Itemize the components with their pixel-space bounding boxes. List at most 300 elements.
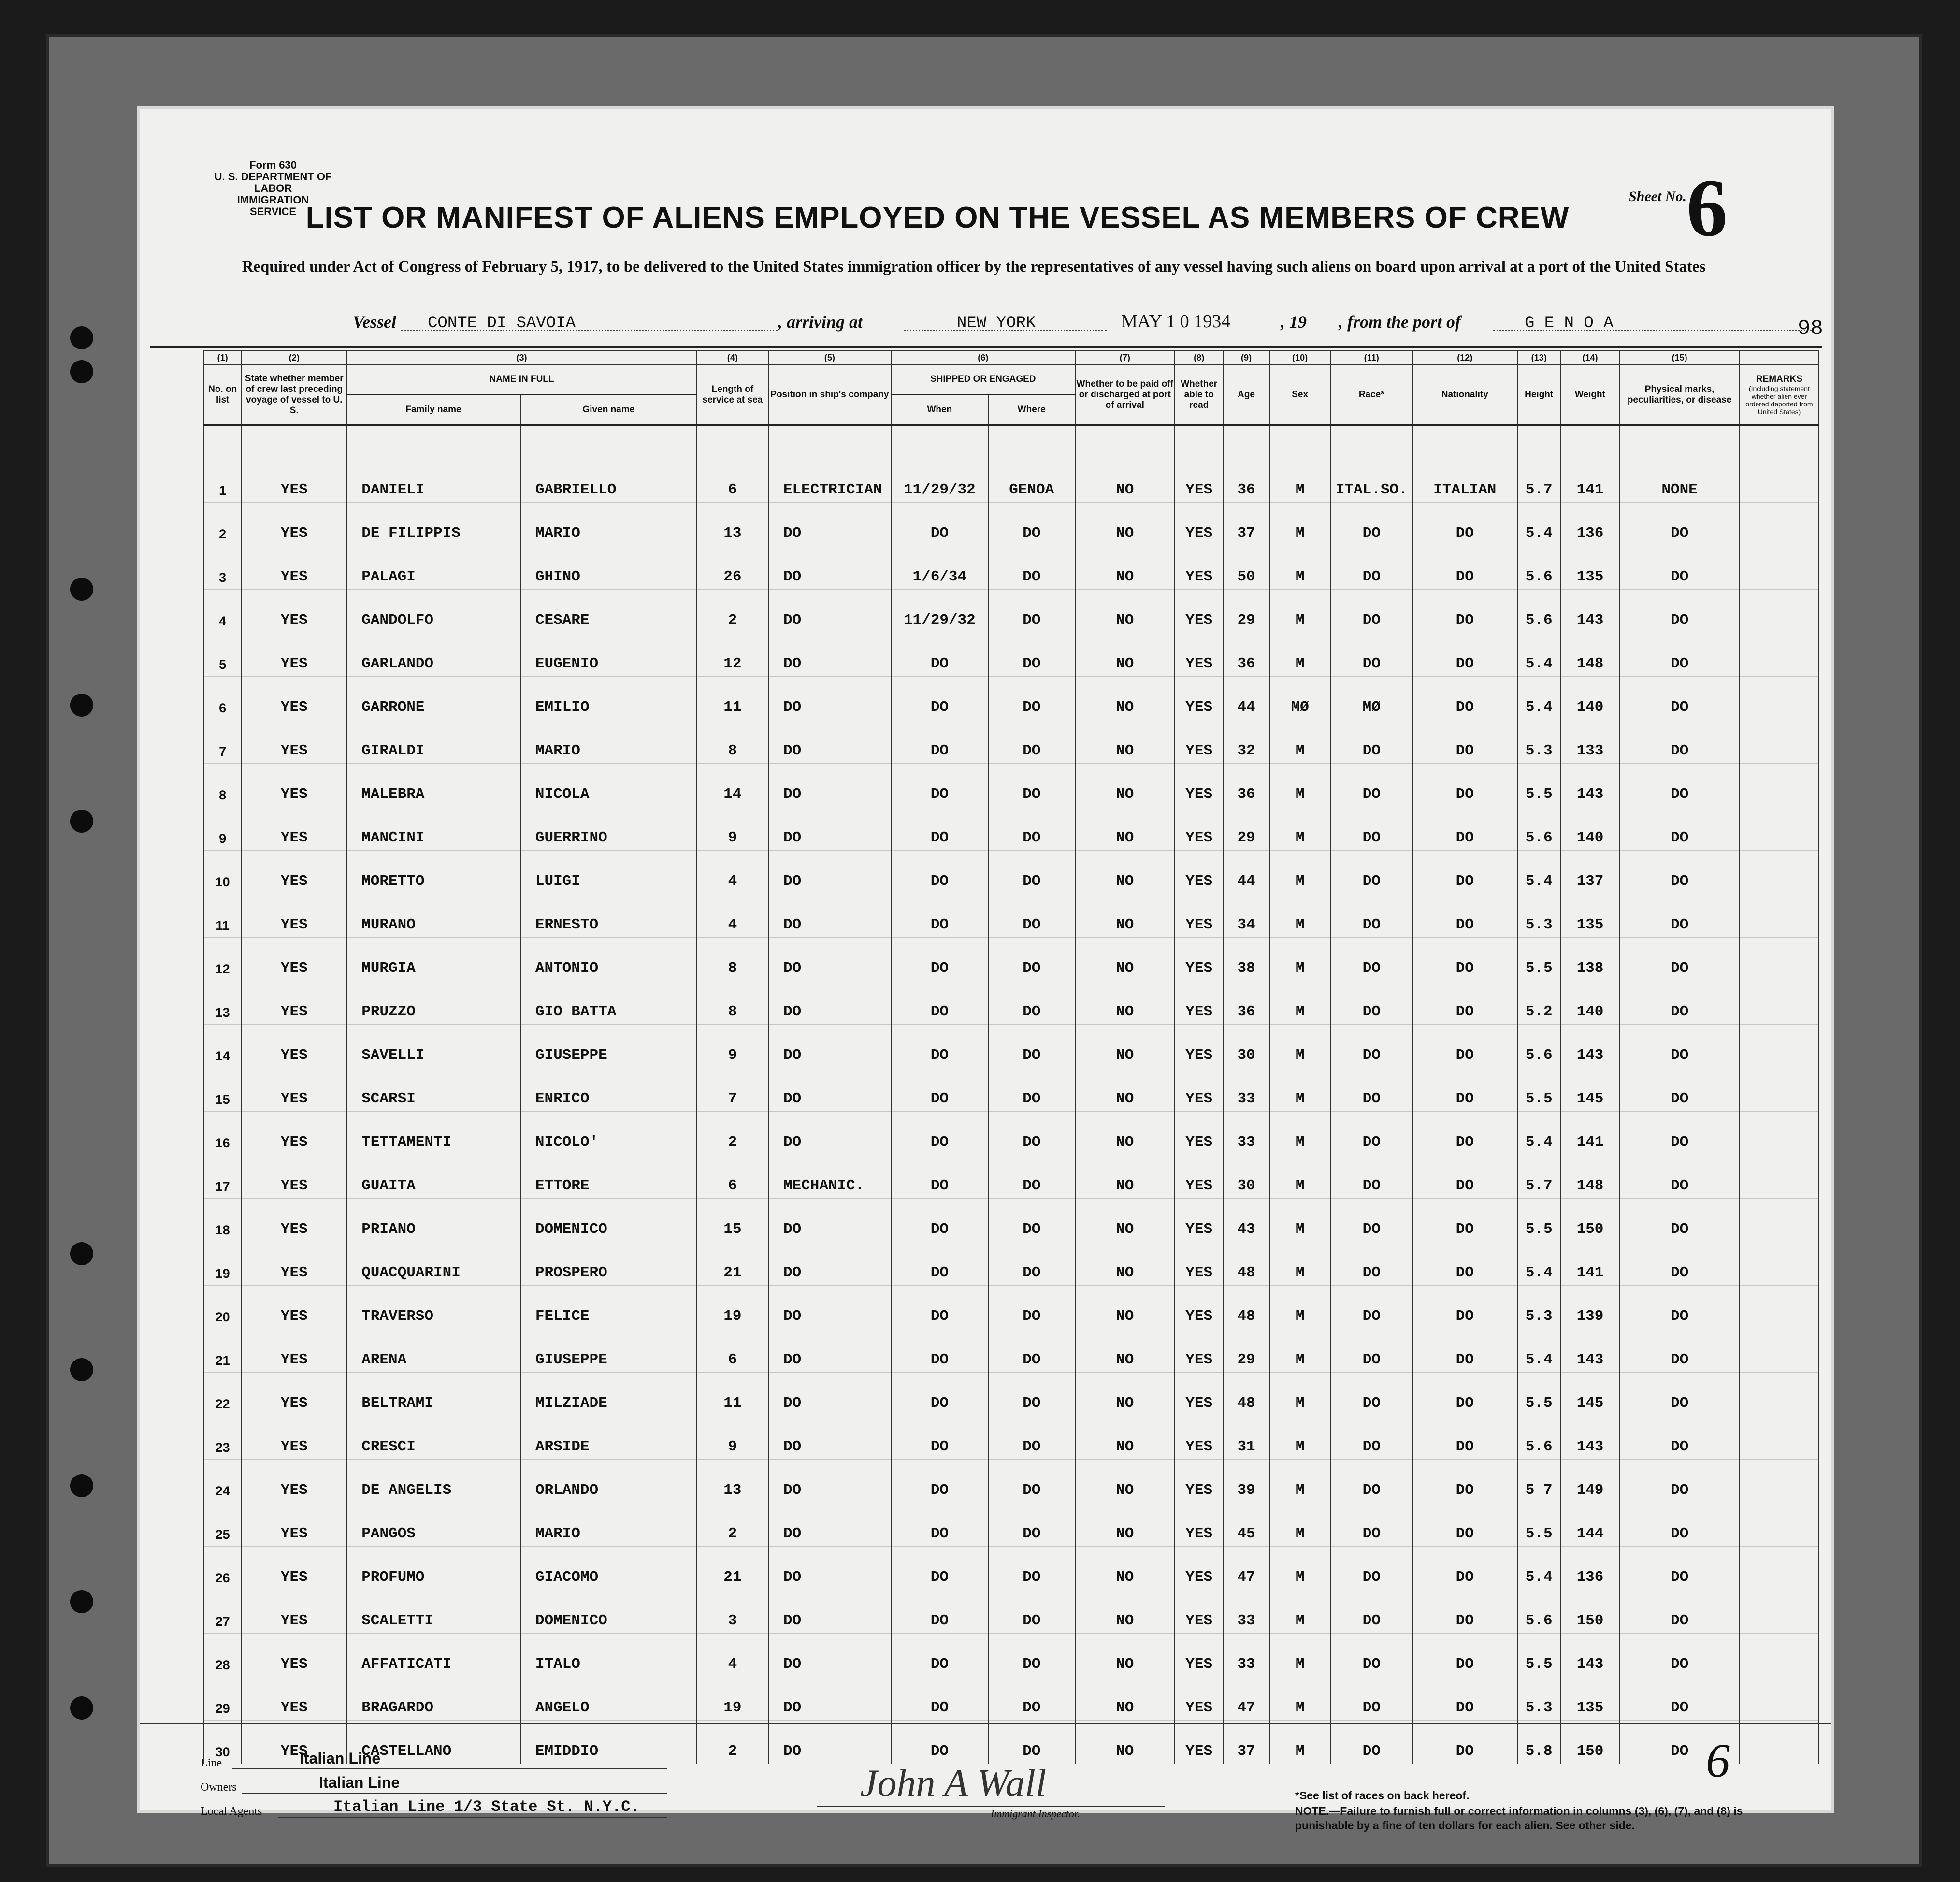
remarks-cell: [1740, 1286, 1819, 1329]
nationality-cell: DO: [1412, 1242, 1517, 1286]
service: IMMIGRATION SERVICE: [237, 194, 309, 217]
position-cell: DO: [768, 1286, 891, 1329]
able-to-read-cell: YES: [1175, 1634, 1224, 1677]
physical-marks-cell: DO: [1619, 851, 1740, 894]
nationality-cell: DO: [1412, 894, 1517, 938]
position-cell: DO: [768, 1373, 891, 1416]
height-cell: 5.6: [1517, 1590, 1561, 1634]
paid-off-cell: NO: [1075, 633, 1175, 677]
position-cell: DO: [768, 1677, 891, 1721]
nationality-cell: DO: [1412, 981, 1517, 1025]
position-cell: DO: [768, 1199, 891, 1242]
member-of-crew-cell: YES: [242, 1329, 346, 1373]
sex-cell: M: [1269, 807, 1331, 851]
length-of-service-cell: 14: [697, 764, 768, 807]
paid-off-cell: NO: [1075, 1460, 1175, 1503]
row-number-cell: 16: [203, 1112, 242, 1155]
race-cell: DO: [1331, 851, 1412, 894]
sex-cell: M: [1269, 1503, 1331, 1547]
table-row: [203, 1025, 1819, 1068]
weight-cell: 148: [1561, 1155, 1620, 1199]
header-when: When: [891, 395, 988, 425]
shipped-where-cell: DO: [988, 938, 1075, 981]
sex-cell: M: [1269, 503, 1331, 546]
weight-cell: 141: [1561, 1242, 1620, 1286]
member-of-crew-cell: YES: [242, 459, 346, 503]
length-of-service-cell: 6: [697, 459, 768, 503]
family-name-cell: MURGIA: [346, 938, 520, 981]
shipped-where-cell: DO: [988, 1547, 1075, 1590]
height-cell: 5.4: [1517, 1329, 1561, 1373]
penalty-note: NOTE.—Failure to furnish full or correct information in columns (3), (6), (7), and (8) is punishable by a fine of ten dollars for each alien. See other side.: [1295, 1805, 1743, 1832]
age-cell: 47: [1223, 1547, 1269, 1590]
shipped-where-cell: DO: [988, 807, 1075, 851]
able-to-read-cell: YES: [1175, 764, 1224, 807]
physical-marks-cell: DO: [1619, 1547, 1740, 1590]
height-cell: 5.4: [1517, 1547, 1561, 1590]
weight-cell: 143: [1561, 590, 1620, 633]
header-read: Whether able to read: [1175, 364, 1224, 425]
position-cell: DO: [768, 546, 891, 590]
length-of-service-cell: 15: [697, 1199, 768, 1242]
agents-rule: [278, 1816, 667, 1818]
remarks-cell: [1740, 1068, 1819, 1112]
col-num-1: (1): [203, 351, 242, 364]
remarks-cell: [1740, 1677, 1819, 1721]
from-port-label: , from the port of: [1339, 312, 1461, 332]
punch-hole: [70, 1474, 93, 1497]
paid-off-cell: NO: [1075, 1025, 1175, 1068]
given-name-cell: GUERRINO: [520, 807, 697, 851]
remarks-cell: [1740, 807, 1819, 851]
length-of-service-cell: 13: [697, 1460, 768, 1503]
weight-cell: 143: [1561, 764, 1620, 807]
department: U. S. DEPARTMENT OF LABOR: [214, 171, 332, 194]
row-number-cell: 4: [203, 590, 242, 633]
member-of-crew-cell: YES: [242, 1503, 346, 1547]
sex-cell: M: [1269, 851, 1331, 894]
physical-marks-cell: DO: [1619, 1068, 1740, 1112]
able-to-read-cell: YES: [1175, 1677, 1224, 1721]
age-cell: 37: [1223, 503, 1269, 546]
length-of-service-cell: 3: [697, 1590, 768, 1634]
length-of-service-cell: 19: [697, 1677, 768, 1721]
weight-cell: 136: [1561, 503, 1620, 546]
height-cell: 5.5: [1517, 938, 1561, 981]
race-cell: DO: [1331, 1068, 1412, 1112]
weight-cell: 139: [1561, 1286, 1620, 1329]
family-name-cell: TRAVERSO: [346, 1286, 520, 1329]
remarks-cell: [1740, 1199, 1819, 1242]
age-cell: 30: [1223, 1025, 1269, 1068]
sex-cell: M: [1269, 546, 1331, 590]
race-cell: DO: [1331, 1199, 1412, 1242]
row-number-cell: 7: [203, 720, 242, 764]
nationality-cell: DO: [1412, 1503, 1517, 1547]
age-cell: 34: [1223, 894, 1269, 938]
sex-cell: M: [1269, 894, 1331, 938]
position-cell: DO: [768, 677, 891, 720]
paid-off-cell: NO: [1075, 546, 1175, 590]
physical-marks-cell: DO: [1619, 677, 1740, 720]
position-cell: DO: [768, 1068, 891, 1112]
weight-cell: 143: [1561, 1634, 1620, 1677]
nationality-cell: DO: [1412, 1416, 1517, 1460]
nationality-cell: DO: [1412, 1155, 1517, 1199]
nationality-cell: DO: [1412, 1721, 1517, 1764]
shipped-when-cell: DO: [891, 1112, 988, 1155]
length-of-service-cell: 11: [697, 1373, 768, 1416]
sex-cell: M: [1269, 1242, 1331, 1286]
physical-marks-cell: DO: [1619, 764, 1740, 807]
member-of-crew-cell: YES: [242, 807, 346, 851]
table-row: [203, 590, 1819, 633]
table-row: [203, 1199, 1819, 1242]
position-cell: DO: [768, 720, 891, 764]
physical-marks-cell: DO: [1619, 720, 1740, 764]
remarks-cell: [1740, 1025, 1819, 1068]
header-member: State whether member of crew last preceding voyage of vessel to U. S.: [242, 364, 346, 425]
length-of-service-cell: 2: [697, 590, 768, 633]
able-to-read-cell: YES: [1175, 1199, 1224, 1242]
able-to-read-cell: YES: [1175, 1068, 1224, 1112]
col-num-12: (12): [1412, 351, 1517, 364]
remarks-cell: [1740, 764, 1819, 807]
col-num-13: (13): [1517, 351, 1561, 364]
col-num-10: (10): [1269, 351, 1331, 364]
able-to-read-cell: YES: [1175, 503, 1224, 546]
nationality-cell: DO: [1412, 1068, 1517, 1112]
physical-marks-cell: DO: [1619, 1416, 1740, 1460]
height-cell: 5.6: [1517, 1025, 1561, 1068]
shipped-where-cell: DO: [988, 1503, 1075, 1547]
family-name-cell: GUAITA: [346, 1155, 520, 1199]
table-row: [203, 720, 1819, 764]
height-cell: 5.8: [1517, 1721, 1561, 1764]
shipped-when-cell: DO: [891, 1721, 988, 1764]
height-cell: 5.4: [1517, 677, 1561, 720]
given-name-cell: MARIO: [520, 503, 697, 546]
table-row: [203, 633, 1819, 677]
physical-marks-cell: DO: [1619, 1329, 1740, 1373]
shipped-when-cell: DO: [891, 1416, 988, 1460]
remarks-cell: [1740, 546, 1819, 590]
nationality-cell: DO: [1412, 720, 1517, 764]
paid-off-cell: NO: [1075, 807, 1175, 851]
shipped-where-cell: DO: [988, 503, 1075, 546]
given-name-cell: GIACOMO: [520, 1547, 697, 1590]
shipped-where-cell: DO: [988, 1590, 1075, 1634]
age-cell: 48: [1223, 1286, 1269, 1329]
length-of-service-cell: 9: [697, 1025, 768, 1068]
member-of-crew-cell: YES: [242, 1199, 346, 1242]
given-name-cell: ARSIDE: [520, 1416, 697, 1460]
row-number-cell: 29: [203, 1677, 242, 1721]
given-name-cell: ENRICO: [520, 1068, 697, 1112]
col-num-7: (7): [1075, 351, 1175, 364]
paid-off-cell: NO: [1075, 1416, 1175, 1460]
arriving-label: , arriving at: [778, 312, 863, 332]
line-label: Line: [201, 1757, 222, 1769]
remarks-cell: [1740, 1155, 1819, 1199]
nationality-cell: DO: [1412, 1112, 1517, 1155]
given-name-cell: EMIDDIO: [520, 1721, 697, 1764]
family-name-cell: PALAGI: [346, 546, 520, 590]
nationality-cell: DO: [1412, 1590, 1517, 1634]
race-cell: DO: [1331, 1590, 1412, 1634]
header-marks: Physical marks, peculiarities, or disease: [1619, 364, 1740, 425]
family-name-cell: MANCINI: [346, 807, 520, 851]
member-of-crew-cell: YES: [242, 590, 346, 633]
height-cell: 5.6: [1517, 546, 1561, 590]
table-row: [203, 1373, 1819, 1416]
remarks-cell: [1740, 1329, 1819, 1373]
sex-cell: M: [1269, 1199, 1331, 1242]
header-no: No. on list: [203, 364, 242, 425]
race-cell: DO: [1331, 1677, 1412, 1721]
nationality-cell: DO: [1412, 503, 1517, 546]
race-cell: DO: [1331, 938, 1412, 981]
age-cell: 29: [1223, 590, 1269, 633]
sex-cell: M: [1269, 764, 1331, 807]
family-name-cell: AFFATICATI: [346, 1634, 520, 1677]
member-of-crew-cell: YES: [242, 851, 346, 894]
row-number-cell: 30: [203, 1721, 242, 1764]
table-row: [203, 1460, 1819, 1503]
position-cell: DO: [768, 938, 891, 981]
remarks-cell: [1740, 1460, 1819, 1503]
nationality-cell: DO: [1412, 1460, 1517, 1503]
able-to-read-cell: YES: [1175, 1503, 1224, 1547]
family-name-cell: PANGOS: [346, 1503, 520, 1547]
age-cell: 30: [1223, 1155, 1269, 1199]
col-num-15: (15): [1619, 351, 1740, 364]
inspector-label: Immigrant Inspector.: [991, 1808, 1080, 1820]
member-of-crew-cell: YES: [242, 764, 346, 807]
physical-marks-cell: DO: [1619, 546, 1740, 590]
height-cell: 5.7: [1517, 459, 1561, 503]
punch-hole: [70, 1590, 93, 1613]
age-cell: 33: [1223, 1068, 1269, 1112]
sex-cell: M: [1269, 1590, 1331, 1634]
shipped-where-cell: DO: [988, 1155, 1075, 1199]
departure-port: G E N O A: [1525, 314, 1614, 333]
weight-cell: 144: [1561, 1503, 1620, 1547]
position-cell: DO: [768, 981, 891, 1025]
family-name-cell: BRAGARDO: [346, 1677, 520, 1721]
member-of-crew-cell: YES: [242, 1286, 346, 1329]
height-cell: 5.5: [1517, 1373, 1561, 1416]
shipped-when-cell: 11/29/32: [891, 459, 988, 503]
row-number-cell: 19: [203, 1242, 242, 1286]
age-cell: 37: [1223, 1721, 1269, 1764]
length-of-service-cell: 7: [697, 1068, 768, 1112]
race-cell: ITAL.SO.: [1331, 459, 1412, 503]
family-name-cell: QUACQUARINI: [346, 1242, 520, 1286]
sex-cell: M: [1269, 590, 1331, 633]
family-name-cell: CRESCI: [346, 1416, 520, 1460]
length-of-service-cell: 6: [697, 1155, 768, 1199]
remarks-cell: [1740, 851, 1819, 894]
physical-marks-cell: DO: [1619, 1199, 1740, 1242]
able-to-read-cell: YES: [1175, 1460, 1224, 1503]
shipped-where-cell: DO: [988, 590, 1075, 633]
table-row: [203, 459, 1819, 503]
agents-label: Local Agents: [201, 1805, 262, 1818]
sex-cell: M: [1269, 1373, 1331, 1416]
sex-cell: M: [1269, 1025, 1331, 1068]
col-num-5: (5): [768, 351, 891, 364]
weight-cell: 148: [1561, 633, 1620, 677]
weight-cell: 143: [1561, 1025, 1620, 1068]
weight-cell: 140: [1561, 807, 1620, 851]
header-paid-off: Whether to be paid off or discharged at port of arrival: [1075, 364, 1175, 425]
table-row: [203, 1590, 1819, 1634]
col-num-14: (14): [1561, 351, 1620, 364]
length-of-service-cell: 21: [697, 1242, 768, 1286]
nationality-cell: DO: [1412, 1199, 1517, 1242]
shipped-when-cell: DO: [891, 807, 988, 851]
position-cell: DO: [768, 633, 891, 677]
nationality-cell: DO: [1412, 764, 1517, 807]
sex-cell: M: [1269, 720, 1331, 764]
given-name-cell: GIUSEPPE: [520, 1329, 697, 1373]
row-number-cell: 22: [203, 1373, 242, 1416]
weight-cell: 150: [1561, 1721, 1620, 1764]
remarks-cell: [1740, 1503, 1819, 1547]
age-cell: 36: [1223, 633, 1269, 677]
age-cell: 44: [1223, 677, 1269, 720]
member-of-crew-cell: YES: [242, 1242, 346, 1286]
able-to-read-cell: YES: [1175, 720, 1224, 764]
family-name-cell: SCARSI: [346, 1068, 520, 1112]
weight-cell: 145: [1561, 1373, 1620, 1416]
given-name-cell: ETTORE: [520, 1155, 697, 1199]
shipped-when-cell: DO: [891, 1025, 988, 1068]
given-name-cell: EMILIO: [520, 677, 697, 720]
remarks-cell: [1740, 677, 1819, 720]
position-cell: DO: [768, 1329, 891, 1373]
weight-cell: 135: [1561, 1677, 1620, 1721]
row-number-cell: 11: [203, 894, 242, 938]
member-of-crew-cell: YES: [242, 503, 346, 546]
table-row: [203, 938, 1819, 981]
given-name-cell: CESARE: [520, 590, 697, 633]
family-name-cell: TETTAMENTI: [346, 1112, 520, 1155]
weight-cell: 143: [1561, 1416, 1620, 1460]
sex-cell: M: [1269, 1112, 1331, 1155]
position-cell: DO: [768, 1112, 891, 1155]
paid-off-cell: NO: [1075, 677, 1175, 720]
able-to-read-cell: YES: [1175, 894, 1224, 938]
row-number-cell: 28: [203, 1634, 242, 1677]
physical-marks-cell: DO: [1619, 1590, 1740, 1634]
paid-off-cell: NO: [1075, 894, 1175, 938]
length-of-service-cell: 13: [697, 503, 768, 546]
table-row: [203, 894, 1819, 938]
height-cell: 5.3: [1517, 894, 1561, 938]
table-row: [203, 1677, 1819, 1721]
given-name-cell: GIO BATTA: [520, 981, 697, 1025]
remarks-cell: [1740, 633, 1819, 677]
shipped-when-cell: DO: [891, 1373, 988, 1416]
inspector-signature: John A Wall: [860, 1762, 1047, 1805]
row-number-cell: 15: [203, 1068, 242, 1112]
physical-marks-cell: DO: [1619, 503, 1740, 546]
length-of-service-cell: 4: [697, 1634, 768, 1677]
row-number-cell: 23: [203, 1416, 242, 1460]
able-to-read-cell: YES: [1175, 1025, 1224, 1068]
remarks-cell: [1740, 1112, 1819, 1155]
given-name-cell: NICOLO': [520, 1112, 697, 1155]
shipped-where-cell: DO: [988, 764, 1075, 807]
given-name-cell: ANTONIO: [520, 938, 697, 981]
length-of-service-cell: 8: [697, 720, 768, 764]
shipped-where-cell: DO: [988, 1416, 1075, 1460]
height-cell: 5.6: [1517, 807, 1561, 851]
shipped-where-cell: DO: [988, 720, 1075, 764]
weight-cell: 135: [1561, 894, 1620, 938]
arriving-port: NEW YORK: [957, 314, 1036, 333]
race-cell: DO: [1331, 720, 1412, 764]
paid-off-cell: NO: [1075, 1112, 1175, 1155]
age-cell: 44: [1223, 851, 1269, 894]
height-cell: 5.4: [1517, 851, 1561, 894]
row-number-cell: 21: [203, 1329, 242, 1373]
nationality-cell: DO: [1412, 1677, 1517, 1721]
position-cell: DO: [768, 1242, 891, 1286]
nationality-cell: DO: [1412, 590, 1517, 633]
shipped-when-cell: DO: [891, 677, 988, 720]
header-remarks-title: REMARKS: [1756, 374, 1802, 384]
able-to-read-cell: YES: [1175, 1112, 1224, 1155]
nationality-cell: DO: [1412, 677, 1517, 720]
able-to-read-cell: YES: [1175, 1373, 1224, 1416]
race-cell: DO: [1331, 1025, 1412, 1068]
age-cell: 38: [1223, 938, 1269, 981]
weight-cell: 133: [1561, 720, 1620, 764]
table-row: [203, 546, 1819, 590]
line-rule: [232, 1767, 667, 1769]
length-of-service-cell: 26: [697, 546, 768, 590]
shipped-when-cell: 11/29/32: [891, 590, 988, 633]
position-cell: DO: [768, 1721, 891, 1764]
table-row: [203, 764, 1819, 807]
position-cell: DO: [768, 1460, 891, 1503]
length-of-service-cell: 19: [697, 1286, 768, 1329]
race-cell: DO: [1331, 764, 1412, 807]
given-name-cell: DOMENICO: [520, 1590, 697, 1634]
position-cell: DO: [768, 1416, 891, 1460]
header-length: Length of service at sea: [697, 364, 768, 425]
paid-off-cell: NO: [1075, 851, 1175, 894]
signature-rule: [817, 1805, 1165, 1807]
sheet-label: Sheet No.: [1629, 188, 1686, 204]
shipped-when-cell: DO: [891, 1155, 988, 1199]
remarks-cell: [1740, 459, 1819, 503]
height-cell: 5.3: [1517, 1286, 1561, 1329]
owners-value: Italian Line: [319, 1774, 400, 1791]
shipped-when-cell: DO: [891, 1677, 988, 1721]
paid-off-cell: NO: [1075, 764, 1175, 807]
sex-cell: M: [1269, 1068, 1331, 1112]
weight-cell: 138: [1561, 938, 1620, 981]
shipped-where-cell: DO: [988, 1373, 1075, 1416]
physical-marks-cell: DO: [1619, 1503, 1740, 1547]
given-name-cell: MARIO: [520, 1503, 697, 1547]
header-age: Age: [1223, 364, 1269, 425]
shipped-when-cell: DO: [891, 1634, 988, 1677]
